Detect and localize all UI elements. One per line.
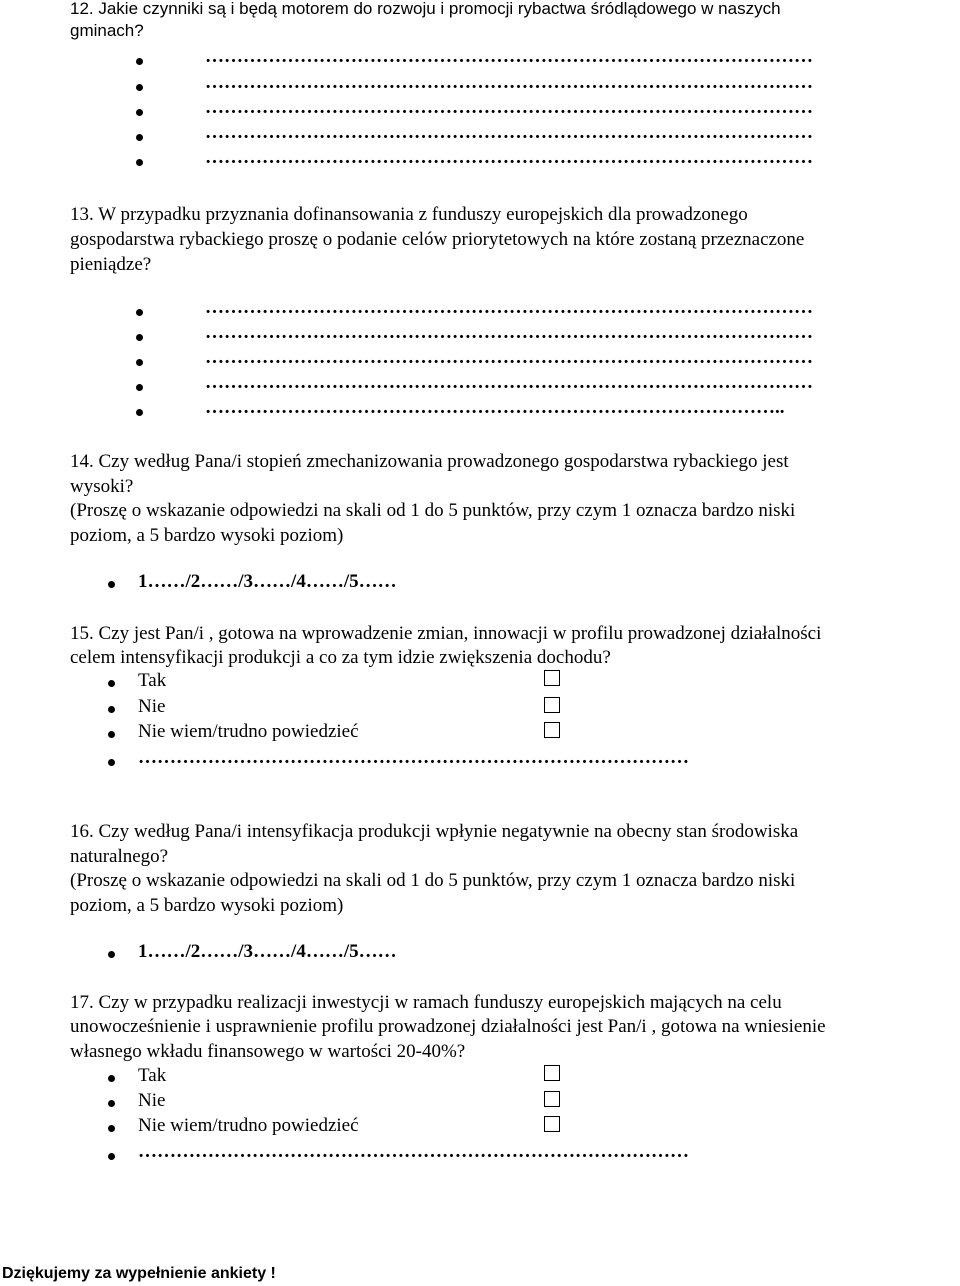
q14-rating-scale[interactable]: 1……/2……/3……/4……/5…… xyxy=(138,571,397,592)
q13-blank-3[interactable]: …………………………………………………………………………………… xyxy=(205,347,813,368)
q16-rating-scale[interactable]: 1……/2……/3……/4……/5…… xyxy=(138,941,397,962)
q12-blank-4[interactable]: …………………………………………………………………………………… xyxy=(205,122,813,143)
q14-line4: poziom, a 5 bardzo wysoki poziom) xyxy=(70,525,344,546)
bullet-icon xyxy=(136,58,143,65)
q17-line3: własnego wkładu finansowego w wartości 20-40%? xyxy=(70,1041,466,1062)
bullet-icon xyxy=(136,159,143,166)
q15-other-blank[interactable]: …………………………………………………………………………… xyxy=(138,747,689,768)
q15-option-no: Nie xyxy=(138,696,166,717)
q17-checkbox-no[interactable] xyxy=(544,1091,560,1107)
thank-you-footer: Dziękujemy za wypełnienie ankiety ! xyxy=(2,1265,276,1282)
q14-line2: wysoki? xyxy=(70,476,134,497)
q17-option-no: Nie xyxy=(138,1090,166,1111)
q15-checkbox-dont-know[interactable] xyxy=(544,722,560,738)
q12-line2: gminach? xyxy=(70,21,144,40)
q15-line1: 15. Czy jest Pan/i , gotowa na wprowadzenie zmian, innowacji w profilu prowadzonej działalności xyxy=(70,623,822,644)
q17-checkbox-yes[interactable] xyxy=(544,1065,560,1081)
q12-blank-3[interactable]: …………………………………………………………………………………… xyxy=(205,97,813,118)
q17-other-blank[interactable]: …………………………………………………………………………… xyxy=(138,1141,689,1162)
q17-option-yes: Tak xyxy=(138,1065,167,1086)
bullet-icon xyxy=(108,1100,115,1107)
bullet-icon xyxy=(108,680,115,687)
bullet-icon xyxy=(136,384,143,391)
q13-blank-1[interactable]: …………………………………………………………………………………… xyxy=(205,297,813,318)
bullet-icon xyxy=(136,309,143,316)
bullet-icon xyxy=(108,1075,115,1082)
q16-line1: 16. Czy według Pana/i intensyfikacja produkcji wpłynie negatywnie na obecny stan środowiska xyxy=(70,821,799,842)
q14-line1: 14. Czy według Pana/i stopień zmechanizowania prowadzonego gospodarstwa rybackiego jest xyxy=(70,451,789,472)
q13-blank-5[interactable]: ……………………………………………………………………………….. xyxy=(205,397,785,418)
q17-checkbox-dont-know[interactable] xyxy=(544,1116,560,1132)
q13-line2: gospodarstwa rybackiego proszę o podanie celów priorytetowych na które zostaną przeznaczone xyxy=(70,229,805,250)
bullet-icon xyxy=(136,359,143,366)
q15-checkbox-yes[interactable] xyxy=(544,670,560,686)
bullet-icon xyxy=(136,334,143,341)
q15-checkbox-no[interactable] xyxy=(544,697,560,713)
q14-line3: (Proszę o wskazanie odpowiedzi na skali od 1 do 5 punktów, przy czym 1 oznacza bardzo niski xyxy=(70,500,796,521)
q13-blank-2[interactable]: …………………………………………………………………………………… xyxy=(205,322,813,343)
bullet-icon xyxy=(136,409,143,416)
q15-option-yes: Tak xyxy=(138,670,167,691)
q12-blank-1[interactable]: …………………………………………………………………………………… xyxy=(205,46,813,67)
bullet-icon xyxy=(136,109,143,116)
bullet-icon xyxy=(108,1153,115,1160)
bullet-icon xyxy=(108,731,115,738)
q15-line2: celem intensyfikacji produkcji a co za tym idzie zwiększenia dochodu? xyxy=(70,647,611,668)
bullet-icon xyxy=(108,759,115,766)
q17-option-dont-know: Nie wiem/trudno powiedzieć xyxy=(138,1115,359,1136)
bullet-icon xyxy=(108,1125,115,1132)
q16-line3: (Proszę o wskazanie odpowiedzi na skali od 1 do 5 punktów, przy czym 1 oznacza bardzo niski xyxy=(70,870,796,891)
q12-blank-5[interactable]: …………………………………………………………………………………… xyxy=(205,147,813,168)
bullet-icon xyxy=(108,706,115,713)
q16-line4: poziom, a 5 bardzo wysoki poziom) xyxy=(70,895,344,916)
q16-line2: naturalnego? xyxy=(70,846,169,867)
bullet-icon xyxy=(136,84,143,91)
q17-line1: 17. Czy w przypadku realizacji inwestycji w ramach funduszy europejskich mających na celu xyxy=(70,992,782,1013)
q13-line1: 13. W przypadku przyznania dofinansowania z funduszy europejskich dla prowadzonego xyxy=(70,204,748,225)
bullet-icon xyxy=(108,581,115,588)
q13-blank-4[interactable]: …………………………………………………………………………………… xyxy=(205,372,813,393)
q12-line1: 12. Jakie czynniki są i będą motorem do rozwoju i promocji rybactwa śródlądowego w naszych xyxy=(70,0,781,18)
q12-blank-2[interactable]: …………………………………………………………………………………… xyxy=(205,72,813,93)
q17-line2: unowocześnienie i usprawnienie profilu prowadzonej działalności jest Pan/i , gotowa na wniesienie xyxy=(70,1016,826,1037)
q15-option-dont-know: Nie wiem/trudno powiedzieć xyxy=(138,721,359,742)
q13-line3: pieniądze? xyxy=(70,254,152,275)
bullet-icon xyxy=(108,951,115,958)
bullet-icon xyxy=(136,134,143,141)
